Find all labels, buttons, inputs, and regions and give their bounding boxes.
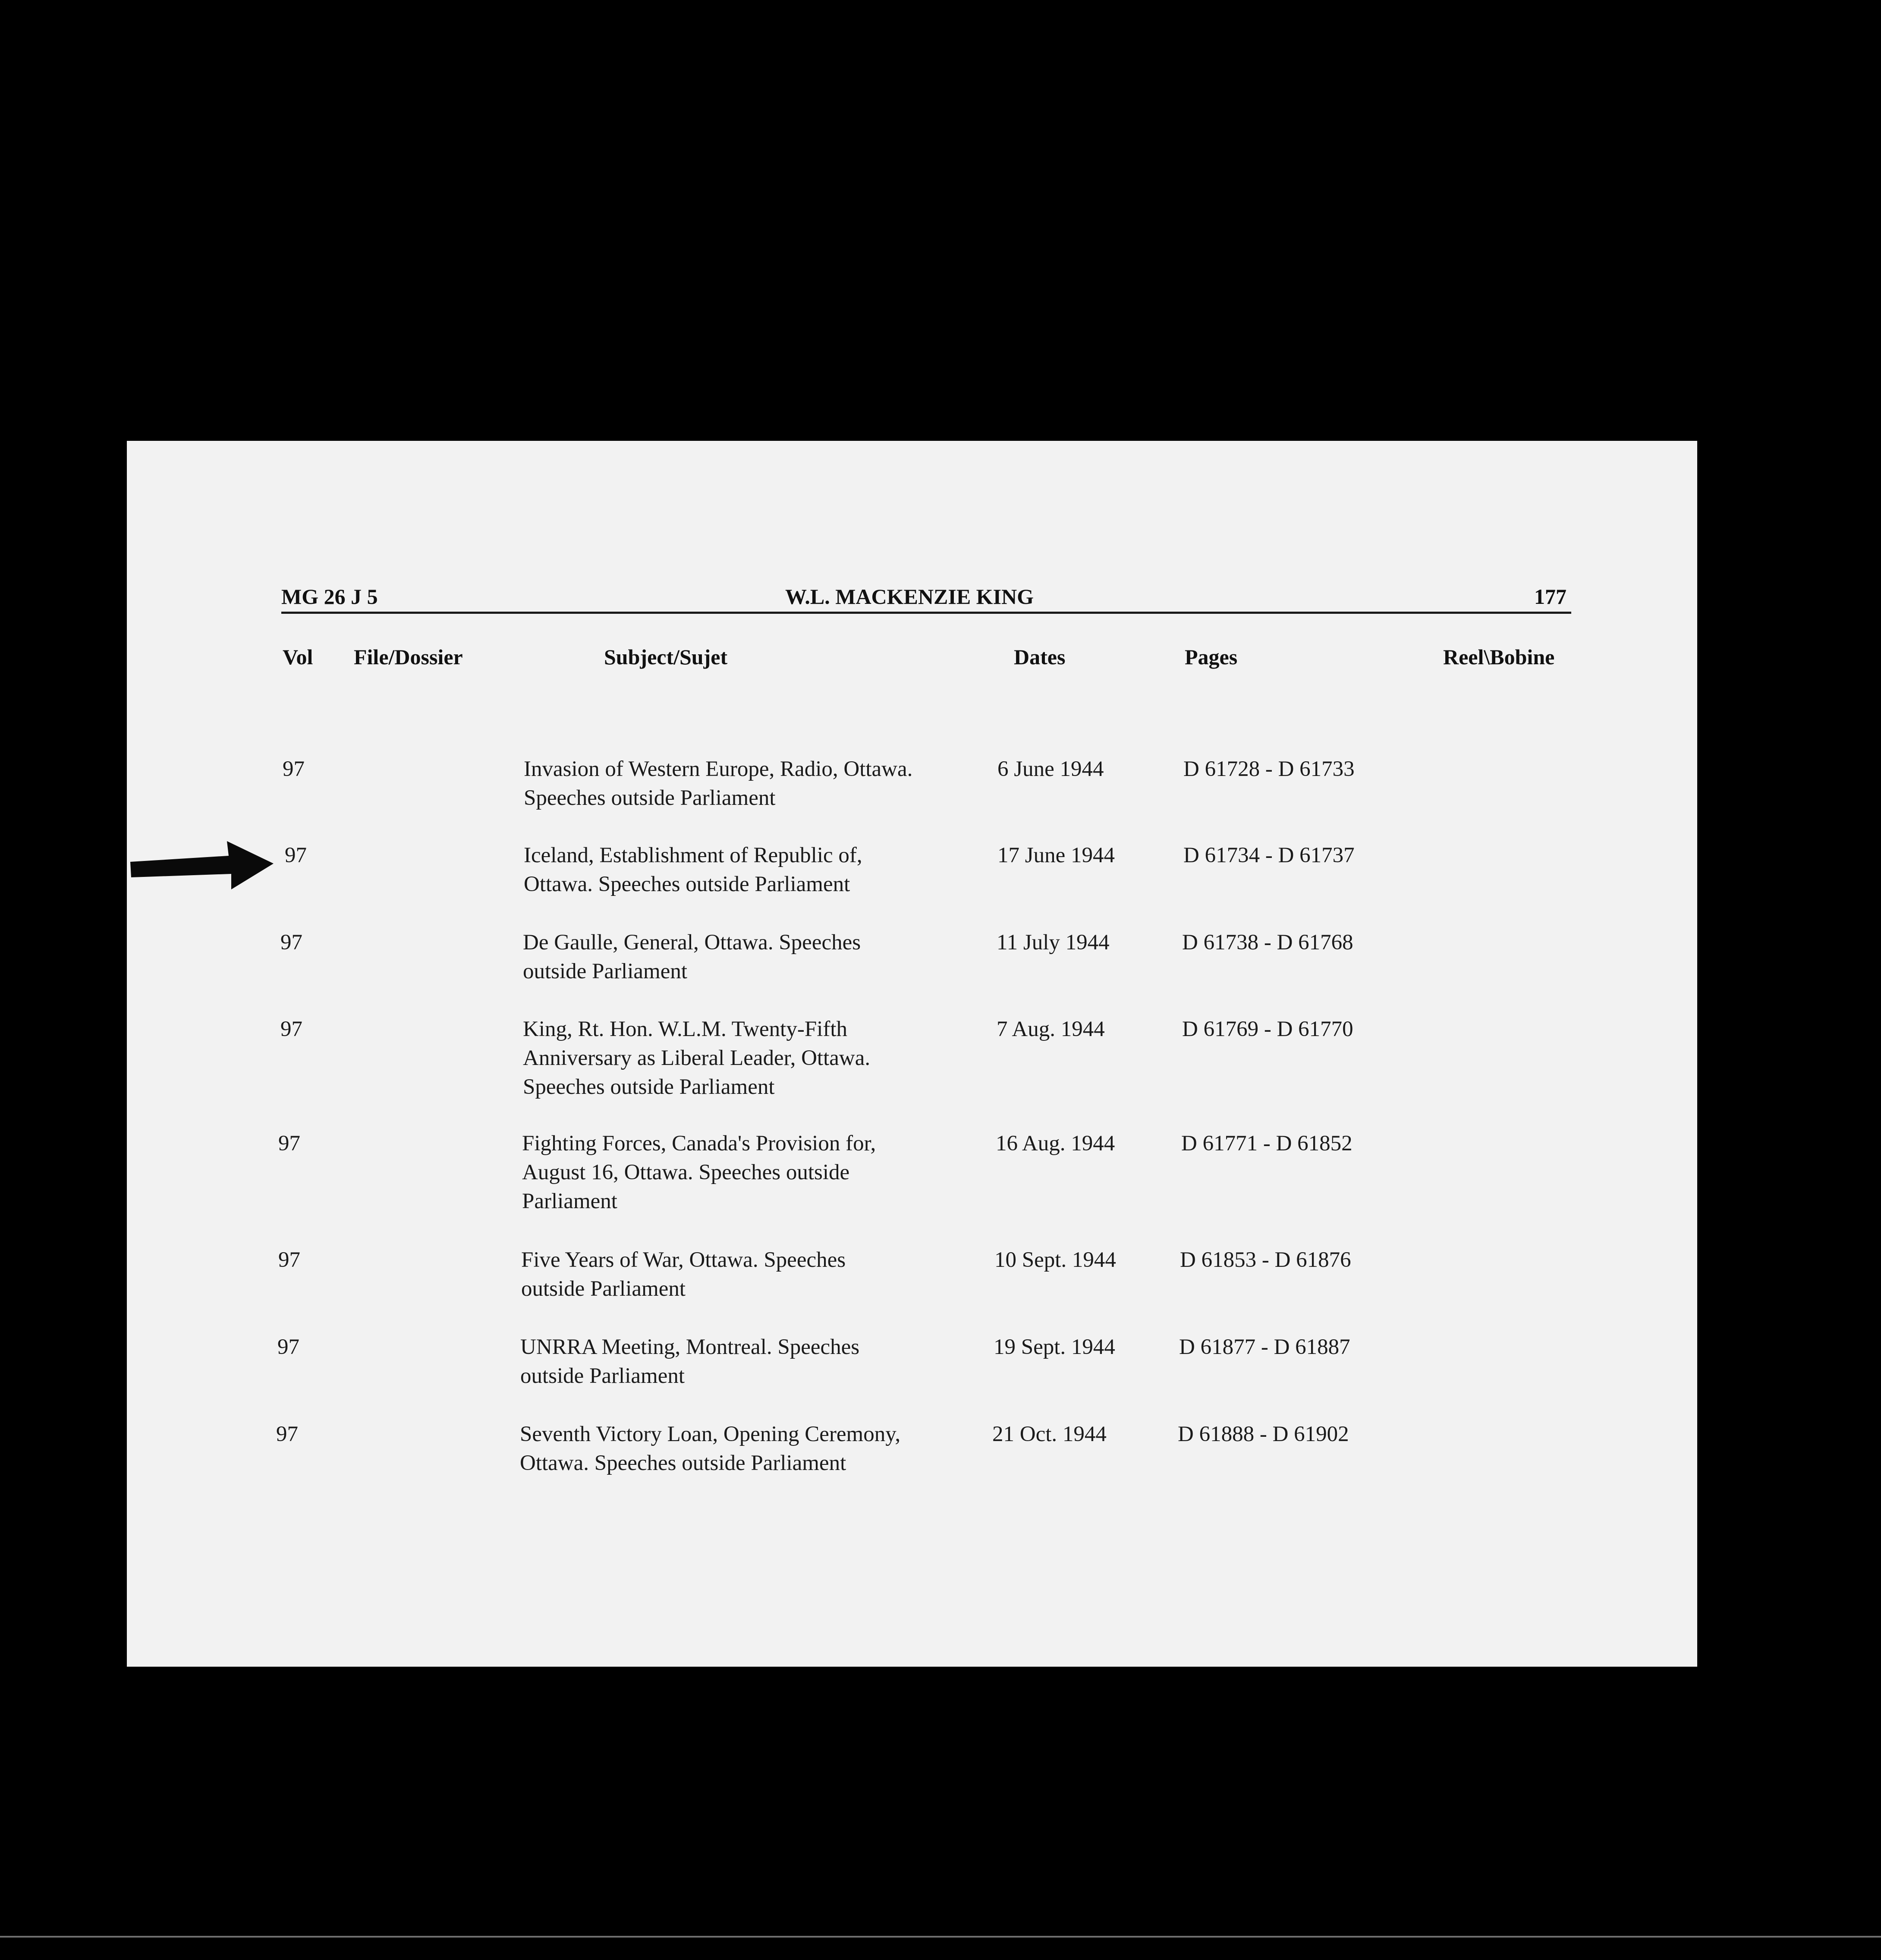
- row-subject-line: outside Parliament: [520, 1364, 685, 1388]
- row-vol: 97: [280, 1017, 302, 1041]
- row-vol: 97: [277, 1335, 299, 1359]
- row-date: 19 Sept. 1944: [994, 1335, 1115, 1359]
- row-subject-line: outside Parliament: [521, 1277, 686, 1301]
- row-subject-line: Invasion of Western Europe, Radio, Ottawa.: [524, 757, 913, 781]
- row-date: 11 July 1944: [997, 930, 1110, 955]
- row-date: 7 Aug. 1944: [997, 1017, 1105, 1041]
- row-pages: D 61734 - D 61737: [1183, 843, 1355, 867]
- column-header-subject: Subject/Sujet: [604, 645, 728, 669]
- row-vol: 97: [278, 1248, 300, 1272]
- row-vol: 97: [278, 1131, 300, 1156]
- row-subject-line: Seventh Victory Loan, Opening Ceremony,: [520, 1422, 901, 1446]
- row-subject-line: Fighting Forces, Canada's Provision for,: [522, 1131, 876, 1156]
- page-number: 177: [1534, 584, 1566, 609]
- row-subject-line: Ottawa. Speeches outside Parliament: [520, 1451, 846, 1475]
- row-pages: D 61769 - D 61770: [1182, 1017, 1353, 1041]
- row-date: 21 Oct. 1944: [992, 1422, 1107, 1446]
- header-underline: [281, 612, 1571, 614]
- column-header-vol: Vol: [283, 645, 313, 669]
- row-subject-line: August 16, Ottawa. Speeches outside: [522, 1160, 850, 1184]
- row-date: 6 June 1944: [997, 757, 1104, 781]
- row-subject-line: Five Years of War, Ottawa. Speeches: [521, 1248, 846, 1272]
- row-subject-line: Speeches outside Parliament: [524, 786, 776, 810]
- row-subject-line: UNRRA Meeting, Montreal. Speeches: [520, 1335, 860, 1359]
- row-pages: D 61728 - D 61733: [1183, 757, 1355, 781]
- row-date: 16 Aug. 1944: [996, 1131, 1115, 1156]
- row-pages: D 61877 - D 61887: [1179, 1335, 1350, 1359]
- column-header-reel: Reel\Bobine: [1443, 645, 1555, 669]
- row-subject-line: De Gaulle, General, Ottawa. Speeches: [523, 930, 861, 955]
- header-collection-code: MG 26 J 5: [281, 584, 378, 609]
- row-date: 10 Sept. 1944: [994, 1248, 1116, 1272]
- row-subject-line: Ottawa. Speeches outside Parliament: [524, 872, 850, 896]
- document-page: [127, 441, 1697, 1667]
- row-pages: D 61738 - D 61768: [1182, 930, 1353, 955]
- header-title: W.L. MACKENZIE KING: [785, 584, 1034, 609]
- row-pages: D 61888 - D 61902: [1178, 1422, 1349, 1446]
- row-subject-line: outside Parliament: [523, 959, 688, 983]
- row-vol: 97: [280, 930, 302, 955]
- bottom-divider: [0, 1936, 1881, 1938]
- row-pages: D 61771 - D 61852: [1181, 1131, 1353, 1156]
- arrow-right-icon: [129, 837, 276, 893]
- row-vol: 97: [283, 757, 305, 781]
- row-vol: 97: [276, 1422, 298, 1446]
- row-subject-line: Anniversary as Liberal Leader, Ottawa.: [523, 1046, 871, 1070]
- row-vol: 97: [285, 843, 307, 867]
- column-header-pages: Pages: [1185, 645, 1238, 669]
- row-subject-line: Parliament: [522, 1189, 617, 1213]
- row-subject-line: Iceland, Establishment of Republic of,: [524, 843, 862, 867]
- row-date: 17 June 1944: [997, 843, 1115, 867]
- row-subject-line: King, Rt. Hon. W.L.M. Twenty-Fifth: [523, 1017, 848, 1041]
- column-header-dates: Dates: [1014, 645, 1066, 669]
- row-pages: D 61853 - D 61876: [1180, 1248, 1351, 1272]
- column-header-file: File/Dossier: [354, 645, 463, 669]
- row-subject-line: Speeches outside Parliament: [523, 1075, 775, 1099]
